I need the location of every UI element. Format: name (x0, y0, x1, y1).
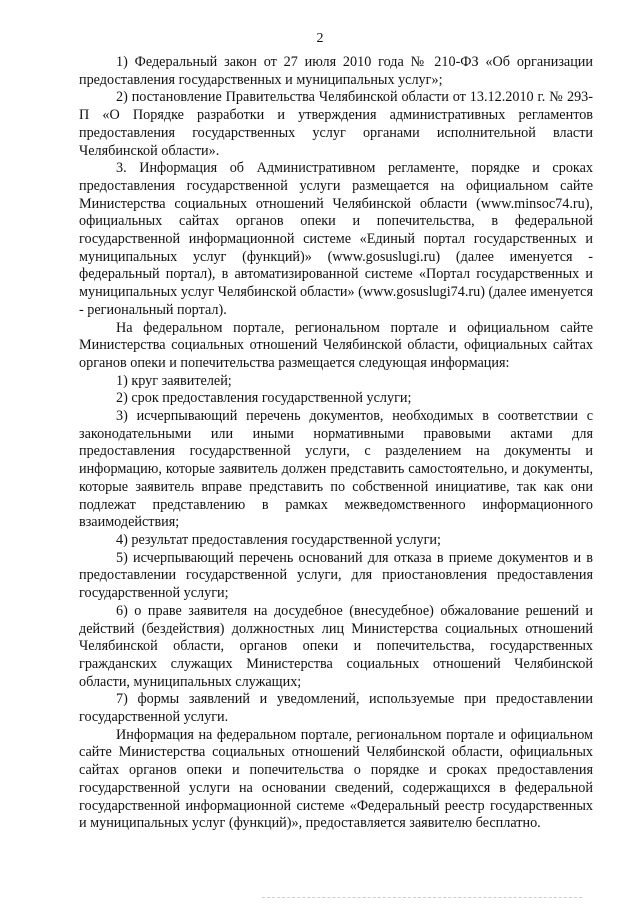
list-item-applicants: 1) круг заявителей; (116, 372, 232, 389)
page-number: 2 (316, 31, 324, 46)
scan-artifact-line (262, 897, 582, 898)
list-item-service-result: 4) результат предоставления государственной услуги; (116, 531, 441, 548)
paragraph-free-information: Информация на федеральном портале, региональном портале и официальном сайте Министерства социальных отношений Челябинской области, официальных сайтах органов опеки и попечительства о порядке и сроках предоставления государственной услуги на основании сведений, содержащихся в федеральной государственной информационной системе «Федеральный реестр государственных и муниципальных услуг (функций)», предоставляется заявителю бесплатно. (79, 726, 593, 832)
paragraph-portal-information-intro: На федеральном портале, региональном портале и официальном сайте Министерства социальных отношений Челябинской области, официальных сайтах органов опеки и попечительства размещается следующая информация: (79, 319, 593, 371)
document-body (79, 54, 593, 833)
list-item-service-term: 2) срок предоставления государственной услуги; (116, 390, 412, 407)
list-item-documents: 3) исчерпывающий перечень документов, необходимых в соответствии с законодательными или иными нормативными правовыми актами для предоставления государственной услуги, с разделением на документы и информацию, которые заявитель должен представить самостоятельно, и документы, которые заявитель вправе представить по собственной инициативе, так как они подлежат представлению в рамках межведомственного информационного взаимодействия; (79, 408, 593, 531)
list-item-forms: 7) формы заявлений и уведомлений, используемые при предоставлении государственной услуги. (79, 691, 593, 726)
paragraph-information-placement: 3. Информация об Административном регламенте, порядке и сроках предоставления государственной услуги размещается на официальном сайте Министерства социальных отношений Челябинской области (www.minsoc74.ru), официальных сайтах органов опеки и попечительства, в федеральной государственной информационной системе «Единый портал государственных и муниципальных услуг (функций)» (www.gosuslugi.ru) (далее именуется - федеральный портал), в автоматизированной системе «Портал государственных и муниципальных услуг Челябинской области» (www.gosuslugi74.ru) (далее именуется - региональный портал). (79, 160, 593, 318)
list-item-refusal-grounds: 5) исчерпывающий перечень оснований для отказа в приеме документов и в предоставлении государственной услуги, для приостановления предоставления государственной услуги; (79, 549, 593, 602)
paragraph-government-resolution: 2) постановление Правительства Челябинской области от 13.12.2010 г. № 293-П «О Порядке разработки и утверждения административных регламентов предоставления государственных услуг органами исполнительной власти Челябинской области». (79, 89, 593, 159)
list-item-appeal-right: 6) о праве заявителя на досудебное (внесудебное) обжалование решений и действий (бездействия) должностных лиц Министерства социальных отношений Челябинской области, органов опеки и попечительства, государственных гражданских служащих Министерства социальных отношений Челябинской области, муниципальных служащих; (79, 602, 593, 690)
paragraph-federal-law: 1) Федеральный закон от 27 июля 2010 года № 210-ФЗ «Об организации предоставления государственных и муниципальных услуг»; (79, 54, 593, 88)
